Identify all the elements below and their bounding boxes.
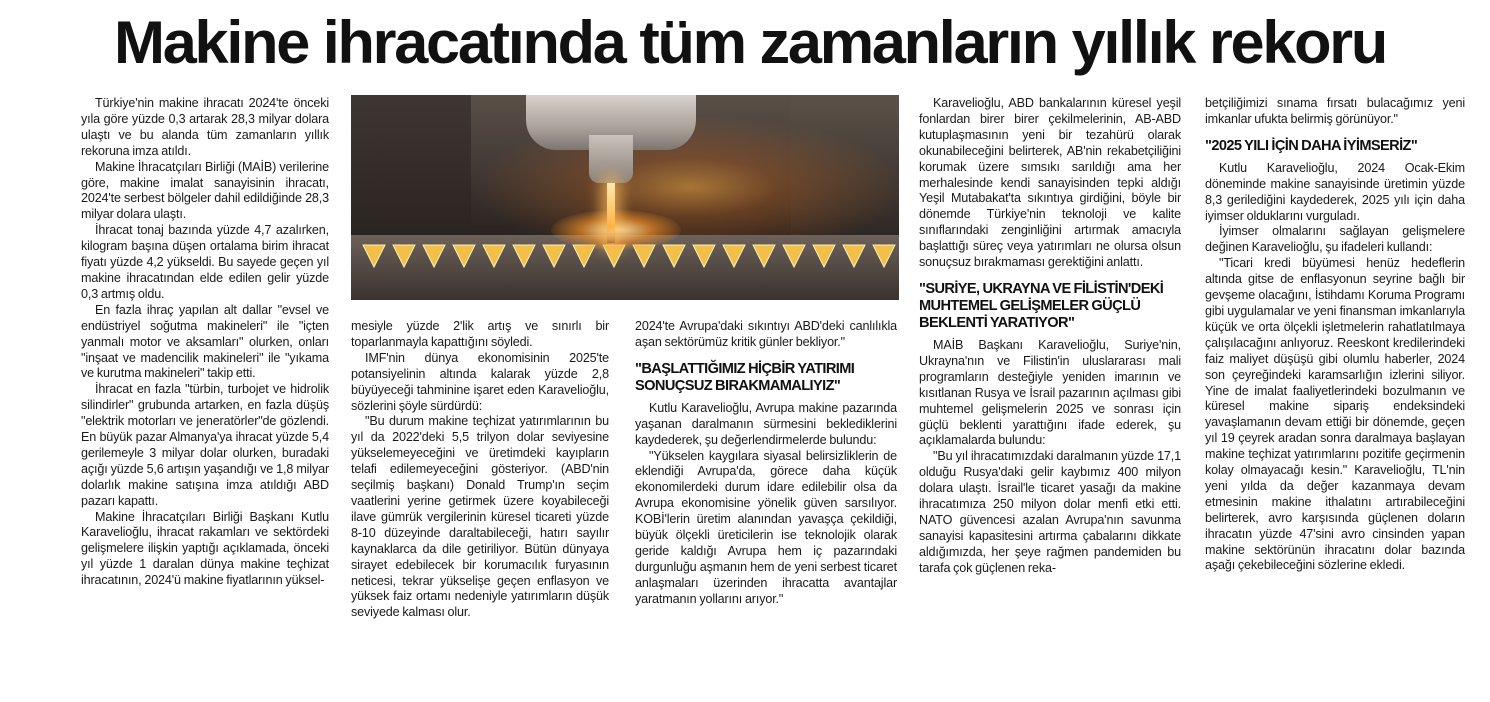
subheading: "SURİYE, UKRAYNA VE FİLİSTİN'DEKİ MUHTEMEL GELİŞMELER GÜÇLÜ BEKLENTİ YARATIYOR" xyxy=(919,280,1164,331)
photo-cut-triangle xyxy=(753,245,775,267)
paragraph: Karavelioğlu, ABD bankalarının küresel yeşil fonlardan birer birer çekilmelerinin, AB-ABD kutuplaşmasının yeni bir tezahürü olarak okunabileceğini belirterek, AB'nin rekabetçiliğini korumak üzere sımsıkı sarıldığı ama her merhalesinde kendi sanayisinden tepki aldığı Yeşil Mutabakat'ta sıkıntıya girdiğini, böyle bir dönemde Türkiye'nin teknoloji ve kalite sınıflarındaki zenginliğini artırmak amacıyla başlattığı süreç veya yatırımları ne olursa olsun sonuçsuz bırakmaması gerektiğini anlattı. xyxy=(919,96,1181,270)
paragraph: Türkiye'nin makine ihracatı 2024'te önceki yıla göre yüzde 0,3 artarak 28,3 milyar dolara ulaştı ve bu alanda tüm zamanların yıllık rekoruna imza atıldı. xyxy=(81,96,329,158)
paragraph: MAİB Başkanı Karavelioğlu, Suriye'nin, Ukrayna'nın ve Filistin'in uluslararası mali programların desteğiyle yeniden imarının ve kısıtlanan Rusya ve İsrail pazarının açılması gibi muhtemel gelişmelerin 2025 ve sonrası için güçlü beklenti yarattığını ifade ederek, şu açıklamalarda bulundu: xyxy=(919,337,1181,448)
paragraph: Makine İhracatçıları Birliği Başkanı Kutlu Karavelioğlu, ihracat rakamları ve sektördeki gelişmelere ilişkin yaptığı açıklamada, önceki yıl yüzde 1 daralan dünya makine teçhizat ihracatının, 2024'ü makine fiyatlarının yüksel- xyxy=(81,509,329,588)
photo-cut-triangle xyxy=(873,245,895,267)
paragraph: İhracat en fazla "türbin, turbojet ve hidrolik silindirler" grubunda artarken, en fazla düşüş "elektrik motorları ve jeneratörler"de gözlendi. En büyük pazar Almanya'ya ihracat yüzde 5,4 gerilemeyle 3 milyar dolar olurken, buradaki açığı yüzde 5,6 artışın yaşandığı ve 1,8 milyar dolarlık makine satışına imza atıldığı ABD pazarı kapattı. xyxy=(81,382,329,508)
photo-laser-beam xyxy=(607,183,615,243)
paragraph: İhracat tonaj bazında yüzde 4,7 azalırken, kilogram başına düşen ortalama birim ihracat fiyatı yüzde 4,2 yükseldi. Bu sayede geçen yıl makine ihracatından elde edilen gelir yüzde 0,3 artmış oldu. xyxy=(81,223,329,301)
photo-cut-triangle xyxy=(843,245,865,267)
paragraph: Makine İhracatçıları Birliği (MAİB) verilerine göre, makine imalat sanayisinin ihracatı, 2024'te serbest bölgeler dahil edildiğinde 28,3 milyar dolara ulaştı. xyxy=(81,159,329,222)
paragraph: betçiliğimizi sınama fırsatı bulacağımız yeni imkanlar ufukta belirmiş görünüyor." xyxy=(1205,96,1465,126)
paragraph: IMF'nin dünya ekonomisinin 2025'te potansiyelinin altında kalarak yüzde 2,8 büyüyeceği tahminine işaret eden Karavelioğlu, sözlerini şöyle sürdürdü: xyxy=(351,350,609,413)
photo-cut-triangle xyxy=(393,245,415,267)
article-column-1 xyxy=(81,96,329,589)
photo-cut-triangle xyxy=(453,245,475,267)
photo-cut-triangle xyxy=(363,245,385,267)
photo-laser-nozzle xyxy=(589,135,633,183)
photo-cut-triangle xyxy=(513,245,535,267)
subheading: "BAŞLATTIĞIMIZ HİÇBİR YATIRIMI SONUÇSUZ BIRAKMAMALIYIZ" xyxy=(635,360,855,394)
photo-cut-triangle xyxy=(483,245,505,267)
photo-cut-triangle xyxy=(693,245,715,267)
photo-cut-triangle xyxy=(813,245,835,267)
subheading: "2025 YILI İÇİN DAHA İYİMSERİZ" xyxy=(1205,137,1418,154)
paragraph: İyimser olmalarını sağlayan gelişmelere değinen Karavelioğlu, şu ifadeleri kullandı: xyxy=(1205,224,1465,255)
photo-cut-triangle xyxy=(543,245,565,267)
paragraph: En fazla ihraç yapılan alt dallar "evsel ve endüstriyel soğutma makineleri" ile "içten yanmalı motor ve aksamları" olurken, onları "inşaat ve madencilik makineleri" ile "yıkama ve kurutma makineleri" takip etti. xyxy=(81,302,329,381)
paragraph: "Bu yıl ihracatımızdaki daralmanın yüzde 17,1 olduğu Rusya'daki gelir kaybımız 400 milyon dolara ulaştı. İsrail'le ticaret yasağı da makine ihracatımıza 250 milyon dolar menfi etki etti. NATO güvencesi azalan Avrupa'nın savunma sanayisi kapasitesini artırma çabalarını dikkate aldığımızda, her şeye rağmen pandemiden bu tarafa çok güçlenen reka- xyxy=(919,449,1181,575)
headline: Makine ihracatında tüm zamanların yıllık rekoru xyxy=(113,9,1386,76)
article-column-2 xyxy=(351,319,609,621)
paragraph: "Bu durum makine teçhizat yatırımlarının bu yıl da 2022'deki 5,5 trilyon dolar seviyesine yükselemeyeceğini ve üretimdeki kayıpların telafi edilemeyeceğini gösteriyor. (ABD'nin seçilmiş başkanı) Donald Trump'ın seçim vaatlerini yerine getirmek üzere koyabileceği ilave gümrük vergilerinin küresel ticareti yüzde 8-10 düzeyinde daraltabileceği, hatırı sayılır kaynaklarca da dile getiriliyor. Bütün dünyaya sirayet edebilecek bir korumacılık furyasının neticesi, tekrar yükselişe geçen enflasyon ve yüksek faiz ortamı nedeniyle yatırımların düşük seviyede kalması olur. xyxy=(351,414,609,620)
paragraph: Kutlu Karavelioğlu, 2024 Ocak-Ekim döneminde makine sanayisinde üretimin yüzde 8,3 gerilediğini kaydederek, 2025 yılı için daha iyimser olduklarını vurguladı. xyxy=(1205,160,1465,223)
paragraph: mesiyle yüzde 2'lik artış ve sınırlı bir toparlanmayla kapattığını söyledi. xyxy=(351,319,609,349)
photo-cut-triangle xyxy=(423,245,445,267)
laser-cutting-photo xyxy=(351,95,899,300)
photo-cut-triangle xyxy=(663,245,685,267)
article-column-5 xyxy=(1205,96,1465,574)
article-column-4 xyxy=(919,96,1181,577)
paragraph: "Yükselen kaygılara siyasal belirsizliklerin de eklendiği Avrupa'da, görece daha küçük ekonomilerdeki durum idare edilebilir olsa da Avrupa ekonomisine yönelik güven sarsılıyor. KOBİ'lerin üretim alanından yavaşça çekildiği, büyük ölçekli üreticilerin ise teknolojik olarak geride kaldığı Avrupa hem iç pazarındaki durgunluğu aşmanın hem de yeni serbest ticaret anlaşmaları üzerinden ihracatta avantajlar yaratmanın yollarını arıyor." xyxy=(635,448,897,606)
photo-spark-glow xyxy=(551,210,681,250)
paragraph: Kutlu Karavelioğlu, Avrupa makine pazarında yaşanan daralmanın sürmesini beklediklerini kaydederek, şu değerlendirmelerde bulundu: xyxy=(635,400,897,447)
photo-cut-triangle xyxy=(723,245,745,267)
paragraph: "Ticari kredi büyümesi henüz hedeflerin altında gitse de enflasyonun seyrine bağlı bir gevşeme olacağını, İstihdamı Koruma Programı gibi uygulamalar ve yeni finansman imkanlarıyla küçük ve orta ölçekli işletmelerin rahatlatılmaya çalışılacağını anlıyoruz. Reeskont kredilerindeki faiz maliyet düşüşü gibi olumlu haberler, 2024 son çeyreğindeki karamsarlığın izlerini siliyor. Yine de imalat faaliyetlerindeki bozulmanın ve küresel makine sipariş endeksindeki yavaşlamanın devam ettiği bir dönemde, geçen yıl 19 çeyrek aradan sonra daralmaya başlayan makine teçhizat yatırımlarını pozitife geçirmenin kolay olmayacağı kesin." Karavelioğlu, TL'nin yeni yılda da değer kazanmaya devam etmesinin makine ithalatını artırabileceğini belirterek, avro karşısında güçlenen doların ihracatın yüzde 47'sini avro cinsinden yapan makine sektörünün ihracatını dolar bazında aşağı çekebileceğini sözlerine ekledi. xyxy=(1205,256,1465,573)
photo-cut-triangle xyxy=(783,245,805,267)
paragraph: 2024'te Avrupa'daki sıkıntıyı ABD'deki canlılıkla aşan sektörümüz kritik günler bekliyor." xyxy=(635,319,897,349)
article-column-3 xyxy=(635,319,897,608)
